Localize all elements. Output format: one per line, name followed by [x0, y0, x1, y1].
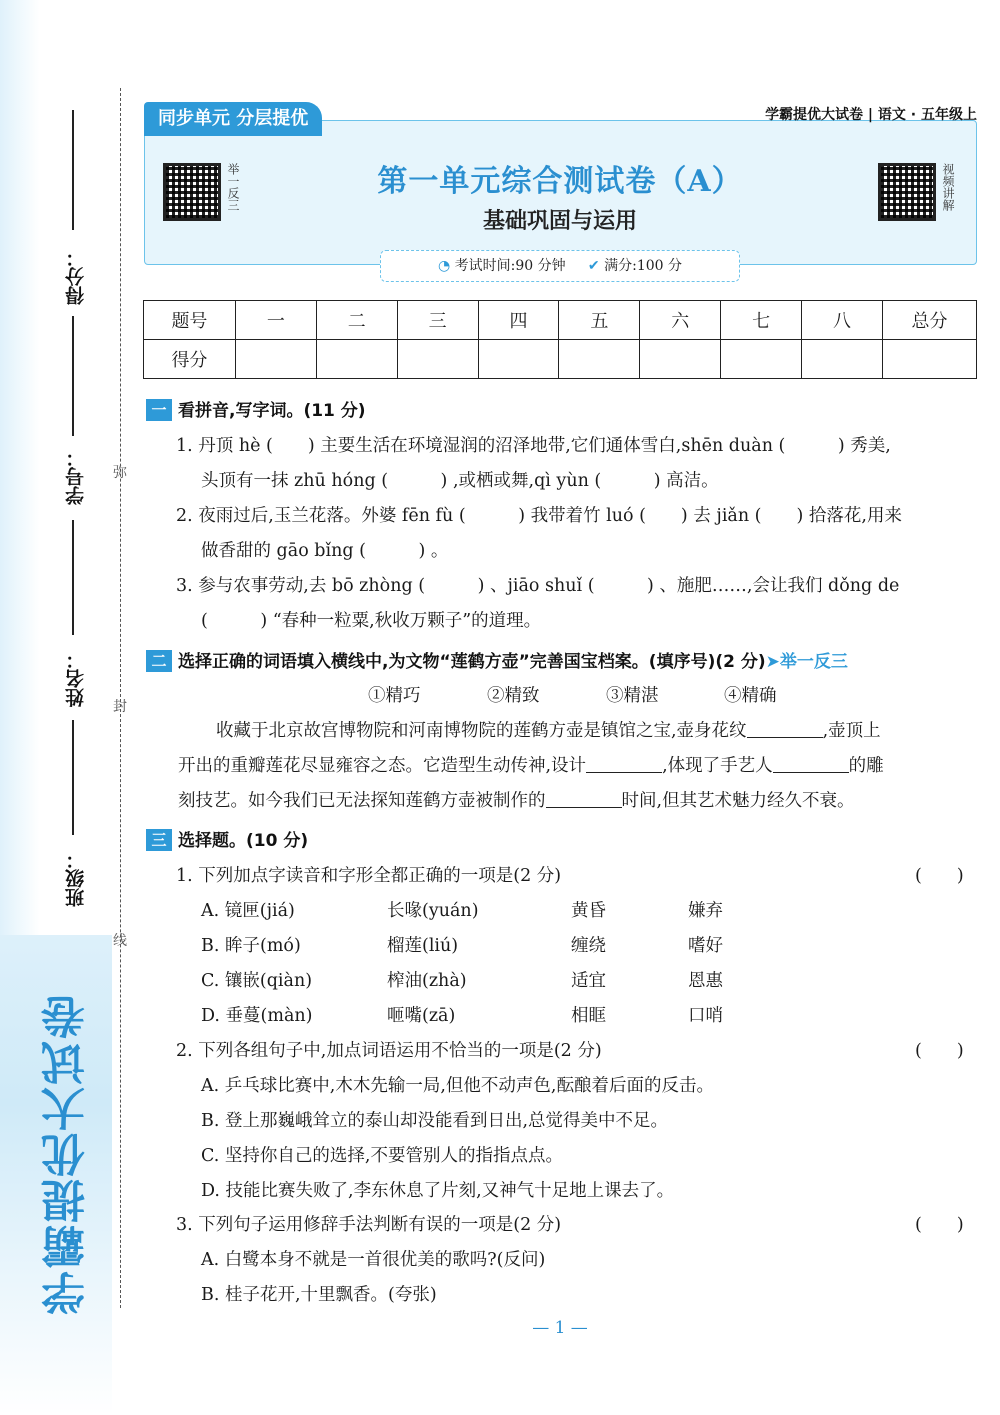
name-line[interactable]	[72, 520, 74, 635]
choice: 榨油(zhà)	[387, 971, 467, 991]
table-row	[144, 340, 977, 379]
answer-paren[interactable]: ( )	[915, 866, 964, 886]
choice: 嗜好	[688, 936, 723, 956]
table-cell: 六	[640, 301, 721, 340]
paragraph-text: 刻技艺。如今我们已无法探知莲鹤方壶被制作的	[178, 791, 546, 811]
choice: A. 白鹭本身不就是一首很优美的歌吗?(反问)	[201, 1250, 546, 1270]
exam-info	[380, 250, 740, 282]
text-line: 1. 丹顶 hè ( ) 主要生活在环境湿润的沼泽地带,它们通体雪白,shēn duàn ( ) 秀美,	[176, 436, 891, 456]
text-line: 做香甜的 gāo bǐng ( ) 。	[201, 541, 449, 561]
question: 1. 下列加点字读音和字形全都正确的一项是(2 分)	[176, 866, 562, 886]
seal-char: 封	[113, 699, 127, 715]
page-subtitle: 基础巩固与运用	[482, 209, 637, 234]
score-cell[interactable]	[397, 340, 478, 379]
series-label: 学霸提优大试卷 | 语文 · 五年级上	[765, 107, 977, 123]
table-row	[144, 301, 977, 340]
binding-strip-top	[0, 0, 112, 935]
choice: C. 坚持你自己的选择,不要管别人的指指点点。	[201, 1146, 563, 1166]
option: ④精确	[724, 686, 777, 706]
paragraph-line	[178, 752, 884, 777]
score-cell[interactable]	[802, 340, 883, 379]
score-field-line[interactable]	[72, 110, 74, 230]
seal-char: 线	[113, 933, 127, 949]
clock-icon: ◔	[438, 258, 451, 274]
class-label: 班级：	[65, 850, 87, 907]
qr-left-label: 举一反三	[226, 163, 240, 211]
practice-tag: ➤举一反三	[765, 652, 848, 672]
score-cell[interactable]	[316, 340, 397, 379]
table-cell: 总分	[883, 301, 977, 340]
check-icon: ✔	[587, 258, 600, 274]
text-line: 2. 夜雨过后,玉兰花落。外婆 fēn fù ( ) 我带着竹 luó ( ) 去 jiǎn ( ) 拾落花,用来	[176, 506, 902, 526]
table-cell: 题号	[144, 301, 236, 340]
paragraph-text: 开出的重瓣莲花尽显雍容之态。它造型生动传神,设计	[178, 756, 587, 776]
qr-code-right[interactable]	[878, 163, 936, 221]
score-cell[interactable]	[235, 340, 316, 379]
exam-time: 考试时间:90 分钟	[454, 258, 566, 274]
paragraph-text: 的雕	[848, 756, 884, 776]
table-cell: 二	[316, 301, 397, 340]
qr-right-label: 视频讲解	[941, 163, 955, 211]
answer-blank[interactable]	[586, 755, 662, 773]
choice: 黄昏	[571, 901, 606, 921]
section-title: 看拼音,写字词。(11 分)	[178, 401, 366, 421]
section-number: 三	[146, 829, 172, 851]
choice: 相眶	[571, 1006, 606, 1026]
choice: 适宜	[571, 971, 606, 991]
qr-code-left[interactable]	[163, 163, 221, 221]
option: ②精致	[487, 686, 540, 706]
score-cell[interactable]	[721, 340, 802, 379]
text-line: 3. 参与农事劳动,去 bō zhòng ( ) 、jiāo shuǐ ( ) 、施肥……,会让我们 dǒng de	[176, 576, 900, 596]
score-cell[interactable]	[883, 340, 977, 379]
full-score: 满分:100 分	[604, 258, 682, 274]
table-cell: 一	[235, 301, 316, 340]
choice: 榴莲(liú)	[387, 936, 459, 956]
section-title: 选择正确的词语填入横线中,为文物“莲鹤方壶”完善国宝档案。(填序号)(2 分)	[178, 652, 766, 672]
choice: D. 技能比赛失败了,李东休息了片刻,又神气十足地上课去了。	[201, 1181, 675, 1201]
option: ③精湛	[606, 686, 659, 706]
choice: A. 乒乓球比赛中,木木先输一局,但他不动声色,酝酿着后面的反击。	[201, 1076, 714, 1096]
paragraph-line	[216, 717, 881, 742]
table-cell: 八	[802, 301, 883, 340]
table-cell: 得分	[144, 340, 236, 379]
answer-paren[interactable]: ( )	[915, 1215, 964, 1235]
choice: A. 镜匣(jiá)	[201, 901, 295, 921]
table-cell: 五	[559, 301, 640, 340]
page-number: — 1 —	[532, 1318, 588, 1338]
score-table	[143, 300, 977, 379]
paragraph-text: 收藏于北京故宫博物院和河南博物院的莲鹤方壶是镇馆之宝,壶身花纹	[216, 721, 747, 741]
unit-tag: 同步单元 分层提优	[144, 102, 322, 136]
table-cell: 四	[478, 301, 559, 340]
seal-char: 弥	[113, 465, 127, 481]
question: 2. 下列各组句子中,加点词语运用不恰当的一项是(2 分)	[176, 1041, 602, 1061]
score-cell[interactable]	[478, 340, 559, 379]
student-id-label: 学号：	[65, 448, 87, 505]
table-cell: 三	[397, 301, 478, 340]
paragraph-line	[178, 787, 855, 812]
answer-blank[interactable]	[773, 755, 849, 773]
question: 3. 下列句子运用修辞手法判断有误的一项是(2 分)	[176, 1215, 562, 1235]
choice: C. 镶嵌(qiàn)	[201, 971, 313, 991]
section-number: 二	[146, 650, 172, 672]
choice: 缠绕	[571, 936, 606, 956]
paragraph-text: ,壶顶上	[822, 721, 881, 741]
choice: 长喙(yuán)	[387, 901, 479, 921]
section-heading	[146, 647, 848, 672]
section-title: 选择题。(10 分)	[178, 831, 309, 851]
text-line: ( ) “春种一粒粟,秋收万颗子”的道理。	[201, 611, 542, 631]
section-heading	[146, 396, 366, 421]
choice: B. 登上那巍峨耸立的泰山却没能看到日出,总觉得美中不足。	[201, 1111, 669, 1131]
choice: 嫌弃	[688, 901, 723, 921]
page-title: 第一单元综合测试卷（A）	[377, 164, 743, 199]
answer-blank[interactable]	[747, 720, 823, 738]
paragraph-text: ,体现了手艺人	[662, 756, 773, 776]
choice: 咂嘴(zā)	[387, 1006, 456, 1026]
answer-blank[interactable]	[546, 790, 622, 808]
table-cell: 七	[721, 301, 802, 340]
student-id-line[interactable]	[72, 316, 74, 436]
answer-paren[interactable]: ( )	[915, 1041, 964, 1061]
score-cell[interactable]	[559, 340, 640, 379]
brand-vertical: 学霸提优大试卷	[42, 993, 93, 1315]
choice: 恩惠	[688, 971, 723, 991]
cut-line	[120, 88, 121, 1308]
score-field-label: 得分：	[65, 248, 87, 305]
choice: B. 桂子花开,十里飘香。(夸张)	[201, 1285, 437, 1305]
option: ①精巧	[368, 686, 421, 706]
score-cell[interactable]	[640, 340, 721, 379]
choice: B. 眸子(mó)	[201, 936, 301, 956]
choice: D. 垂蔓(màn)	[201, 1006, 313, 1026]
name-label: 姓名：	[65, 650, 87, 707]
paragraph-text: 时间,但其艺术魅力经久不衰。	[621, 791, 855, 811]
section-number: 一	[146, 399, 172, 421]
section-heading	[146, 826, 308, 851]
text-line: 头顶有一抹 zhū hóng ( ) ,或栖或舞,qì yùn ( ) 高洁。	[201, 471, 719, 491]
choice: 口哨	[688, 1006, 723, 1026]
class-line[interactable]	[72, 720, 74, 835]
